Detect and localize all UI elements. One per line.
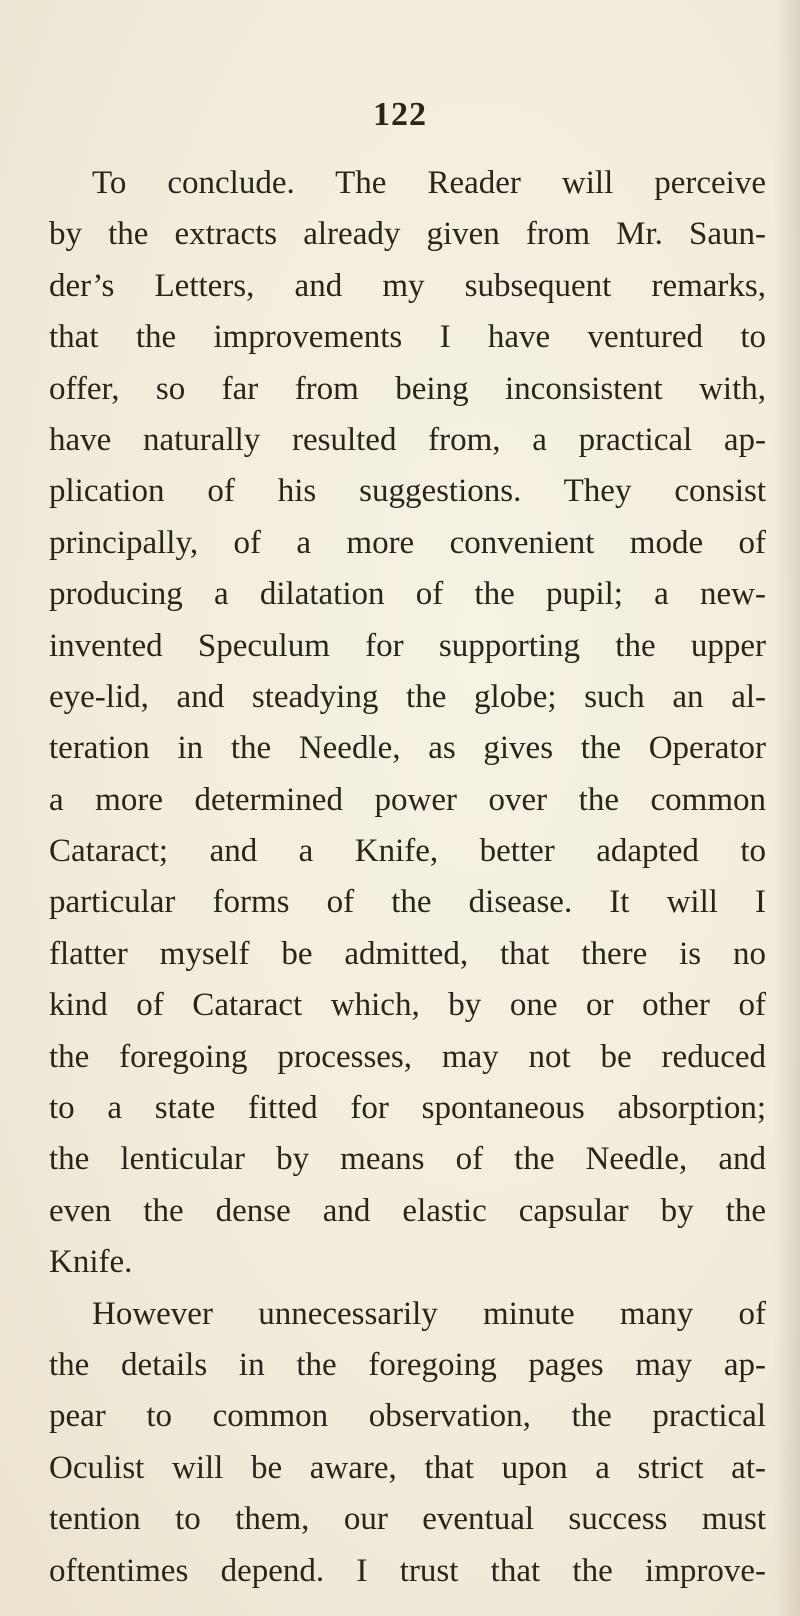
text-line: flatter myself be admitted, that there is no (49, 935, 766, 972)
text-line: by the extracts already given from Mr. Saun- (49, 216, 766, 253)
text-line: Oculist will be aware, that upon a strict at- (49, 1449, 766, 1486)
text-line: Cataract; and a Knife, better adapted to (49, 833, 766, 870)
text-line: kind of Cataract which, by one or other of (49, 987, 766, 1024)
text-line: producing a dilatation of the pupil; a new- (49, 576, 766, 613)
text-line: Knife. (49, 1244, 133, 1281)
body-text (49, 158, 766, 1597)
text-line: have naturally resulted from, a practical ap- (49, 421, 766, 458)
page-edge-shadow (774, 0, 800, 1616)
page-number: 122 (373, 96, 427, 133)
text-line: a more determined power over the common (49, 781, 766, 818)
text-line: der’s Letters, and my subsequent remarks, (49, 267, 766, 304)
text-line: even the dense and elastic capsular by the (49, 1192, 766, 1229)
text-line: principally, of a more convenient mode of (49, 524, 766, 561)
text-line: However unnecessarily minute many of (92, 1295, 766, 1332)
text-line: teration in the Needle, as gives the Operator (49, 730, 766, 767)
text-line: pear to common observation, the practical (49, 1398, 766, 1435)
text-line: plication of his suggestions. They consist (49, 473, 766, 510)
text-line: invented Speculum for supporting the upper (49, 627, 766, 664)
text-line: offer, so far from being inconsistent with, (49, 370, 766, 407)
text-line: eye-lid, and steadying the globe; such an al- (49, 678, 766, 715)
text-line: tention to them, our eventual success must (49, 1501, 766, 1538)
text-line: the details in the foregoing pages may ap- (49, 1346, 766, 1383)
text-line: To conclude. The Reader will perceive (92, 165, 766, 201)
text-line: the lenticular by means of the Needle, and (49, 1141, 766, 1178)
text-line: the foregoing processes, may not be reduced (49, 1038, 766, 1075)
text-line: particular forms of the disease. It will I (49, 884, 766, 921)
text-line: oftentimes depend. I trust that the improve- (49, 1552, 766, 1589)
text-line: to a state fitted for spontaneous absorption; (49, 1090, 766, 1127)
text-line: that the improvements I have ventured to (49, 319, 766, 356)
